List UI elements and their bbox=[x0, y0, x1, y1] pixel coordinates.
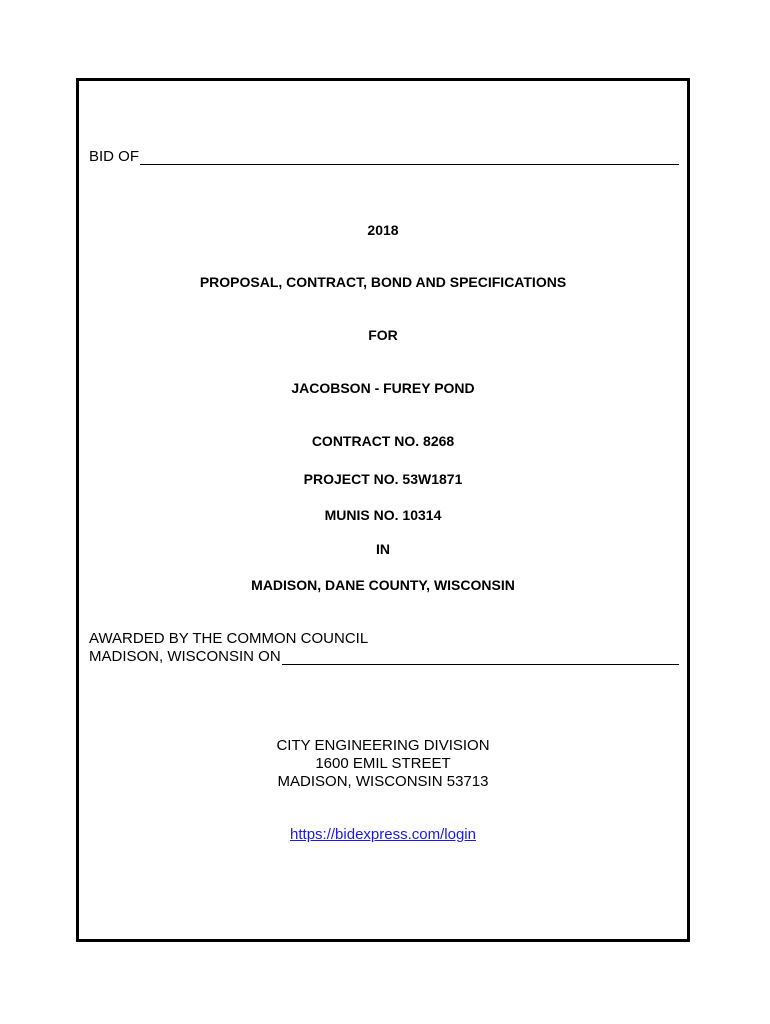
division-street: 1600 EMIL STREET bbox=[315, 755, 451, 772]
munis-number: MUNIS NO. 10314 bbox=[324, 507, 442, 523]
awarded-date-row bbox=[89, 648, 679, 665]
in-label: IN bbox=[376, 541, 390, 557]
bid-of-row bbox=[89, 148, 679, 165]
bid-of-blank-line bbox=[140, 150, 679, 165]
bidexpress-link-row bbox=[76, 826, 690, 844]
location: MADISON, DANE COUNTY, WISCONSIN bbox=[251, 577, 515, 593]
contract-number: CONTRACT NO. 8268 bbox=[311, 433, 455, 449]
project-name: JACOBSON - FUREY POND bbox=[291, 380, 475, 396]
document-title: PROPOSAL, CONTRACT, BOND AND SPECIFICATIONS bbox=[199, 274, 567, 290]
division-city: MADISON, WISCONSIN 53713 bbox=[277, 773, 489, 790]
awarded-line-2: MADISON, WISCONSIN ON bbox=[89, 648, 281, 665]
for-label: FOR bbox=[368, 327, 398, 343]
bid-of-label: BID OF bbox=[89, 148, 140, 165]
project-number: PROJECT NO. 53W1871 bbox=[303, 471, 463, 487]
awarded-date-blank-line bbox=[282, 650, 679, 665]
division-name: CITY ENGINEERING DIVISION bbox=[276, 737, 490, 754]
awarded-line-1: AWARDED BY THE COMMON COUNCIL bbox=[89, 630, 369, 647]
year: 2018 bbox=[367, 222, 399, 238]
bidexpress-link[interactable]: https://bidexpress.com/login bbox=[290, 826, 476, 843]
